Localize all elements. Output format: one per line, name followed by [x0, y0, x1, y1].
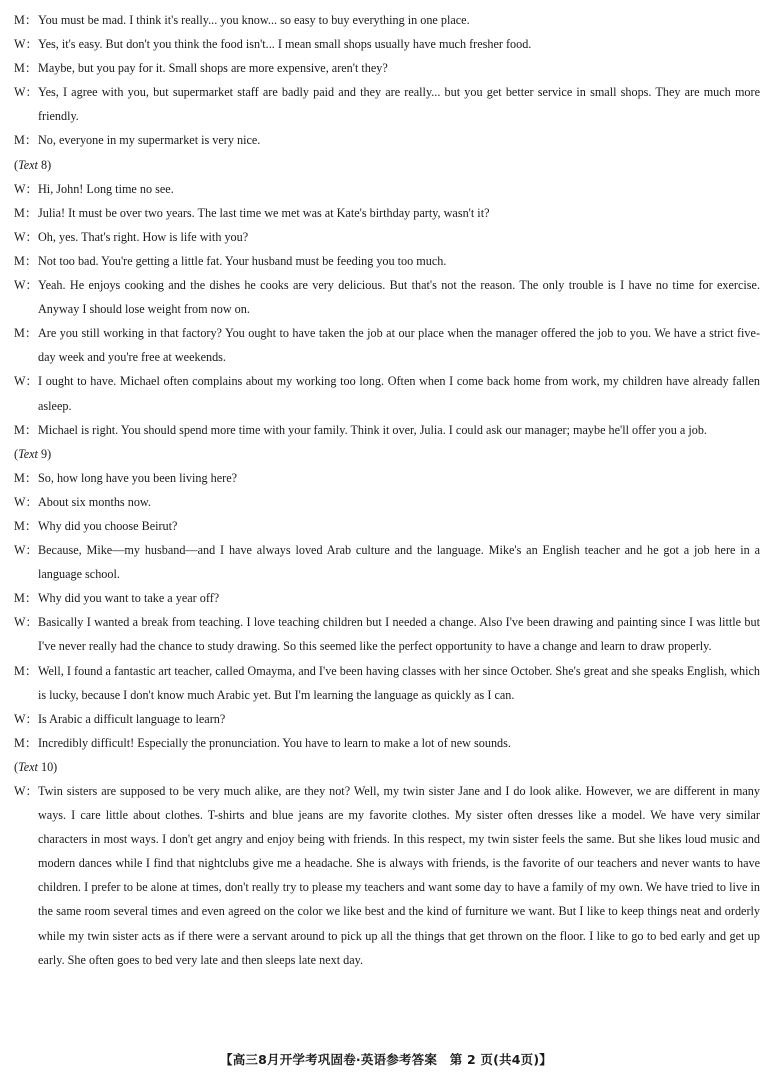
page-footer: 【高三8月开学考巩固卷·英语参考答案 第 2 页(共4页)】	[220, 1052, 552, 1067]
dialogue-line	[14, 586, 760, 610]
dialogue-text: Well, I found a fantastic art teacher, called Omayma, and I've been having classes with her since October. She's great and she speaks English, which is lucky, because I don't know much Arabic yet. But I'm learning the language as quickly as I can.	[38, 663, 760, 702]
text-section-label: (Text 8)	[14, 157, 52, 172]
dialogue-line	[14, 538, 760, 586]
dialogue-line	[14, 80, 760, 128]
dialogue-line	[14, 225, 760, 249]
dialogue-line	[14, 177, 760, 201]
dialogue-text: I ought to have. Michael often complains about my working too long. Often when I come back home from work, my children have already fallen asleep.	[38, 374, 760, 413]
speaker-tag: M：	[14, 663, 38, 678]
dialogue-text: Oh, yes. That's right. How is life with you?	[38, 229, 249, 244]
dialogue-text: Maybe, but you pay for it. Small shops are more expensive, aren't they?	[38, 61, 388, 76]
dialogue-line	[14, 610, 760, 658]
dialogue-line	[14, 659, 760, 707]
dialogue-line	[14, 56, 760, 80]
speaker-tag: W：	[14, 229, 38, 244]
dialogue-line	[14, 321, 760, 369]
dialogue-text: So, how long have you been living here?	[38, 470, 238, 485]
text-section-label: (Text 10)	[14, 759, 58, 774]
dialogue-line	[14, 201, 760, 225]
speaker-tag: M：	[14, 205, 38, 220]
dialogue-text: Because, Mike—my husband—and I have always loved Arab culture and the language. Mike's an English teacher and he got a job here in a language school.	[38, 543, 760, 582]
dialogue-text: Twin sisters are supposed to be very much alike, are they not? Well, my twin sister Jane and I do look alike. However, we are different in many ways. I care little about clothes. T-shirts and blue jeans are my favorite clothes. My sister often dresses like a model. We have very similar characters in most ways. I don't get angry and enjoy being with friends. In this respect, my twin sister feels the same. But she likes loud music and modern dances while I find that nightclubs give me a headache. She is always with friends, is the favorite of our teachers and never wants to have children. I prefer to be alone at times, don't really try to please my teachers and want some day to have a family of my own. We have tried to live in the same room several times and even agreed on the color we like best and the kind of furniture we want. But I like to keep things neat and orderly while my twin sister acts as if there were a servant around to pick up all the things that get thrown on the floor. I like to go to bed early and get up early. She often goes to bed very late and then sleeps late next day.	[38, 784, 760, 967]
text-label-word: Text	[18, 157, 38, 172]
speaker-tag: W：	[14, 85, 38, 100]
text-label-word: Text	[18, 446, 38, 461]
dialogue-text: Are you still working in that factory? You ought to have taken the job at our place when the manager offered the job to you. We have a strict five-day week and you're free at weekends.	[38, 326, 760, 365]
text-label-number: 10)	[37, 759, 58, 774]
speaker-tag: M：	[14, 422, 38, 437]
speaker-tag: M：	[14, 518, 38, 533]
dialogue-text: Not too bad. You're getting a little fat. Your husband must be feeding you too much.	[38, 253, 447, 268]
dialogue-text: Why did you want to take a year off?	[38, 591, 220, 606]
speaker-tag: M：	[14, 253, 38, 268]
dialogue-text: Incredibly difficult! Especially the pronunciation. You have to learn to make a lot of new sounds.	[38, 735, 511, 750]
text-label-word: Text	[18, 759, 38, 774]
speaker-tag: M：	[14, 61, 38, 76]
dialogue-text: Yeah. He enjoys cooking and the dishes he cooks are very delicious. But that's not the reason. The only trouble is I have no time for exercise. Anyway I should lose weight from now on.	[38, 278, 760, 317]
text-label-number: 8)	[37, 157, 52, 172]
dialogue-line	[14, 707, 760, 731]
dialogue-text: No, everyone in my supermarket is very nice.	[38, 133, 261, 148]
dialogue-text: Yes, it's easy. But don't you think the food isn't... I mean small shops usually have much fresher food.	[38, 37, 532, 52]
dialogue-text: You must be mad. I think it's really... you know... so easy to buy everything in one place.	[38, 13, 470, 27]
speaker-tag: W：	[14, 494, 38, 509]
speaker-tag: M：	[14, 470, 38, 485]
speaker-tag: M：	[14, 326, 38, 341]
text-label-number: 9)	[37, 446, 52, 461]
dialogue-line	[14, 249, 760, 273]
dialogue-line	[14, 418, 760, 442]
dialogue-line	[14, 369, 760, 417]
dialogue-text: Is Arabic a difficult language to learn?	[38, 711, 226, 726]
dialogue-text: Julia! It must be over two years. The last time we met was at Kate's birthday party, wasn't it?	[38, 205, 490, 220]
dialogue-text: Yes, I agree with you, but supermarket staff are badly paid and they are really... but you get better service in small shops. They are much more friendly.	[38, 85, 760, 124]
speaker-tag: W：	[14, 711, 38, 726]
speaker-tag: W：	[14, 615, 38, 630]
dialogue-line	[14, 128, 760, 152]
speaker-tag: W：	[14, 278, 38, 293]
dialogue-line	[14, 8, 760, 32]
dialogue-text: Why did you choose Beirut?	[38, 518, 178, 533]
dialogue-line	[14, 32, 760, 56]
dialogue-line	[14, 466, 760, 490]
speaker-tag: W：	[14, 784, 38, 798]
speaker-tag: M：	[14, 735, 38, 750]
speaker-tag: M：	[14, 13, 38, 27]
speaker-tag: W：	[14, 374, 38, 389]
transcript-body	[14, 8, 760, 972]
dialogue-line	[14, 490, 760, 514]
dialogue-text: Michael is right. You should spend more time with your family. Think it over, Julia. I could ask our manager; maybe he'll offer you a job.	[38, 422, 707, 437]
dialogue-text: Basically I wanted a break from teaching. I love teaching children but I needed a change. Also I've been drawing and painting since I was little but I've never really had the chance to study drawing. So this seemed like the perfect opportunity to have a change and learn to draw properly.	[38, 615, 760, 654]
speaker-tag: M：	[14, 591, 38, 606]
speaker-tag: W：	[14, 37, 38, 52]
dialogue-line	[14, 514, 760, 538]
dialogue-line	[14, 273, 760, 321]
speaker-tag: M：	[14, 133, 38, 148]
speaker-tag: W：	[14, 543, 38, 558]
text-section-label: (Text 9)	[14, 446, 52, 461]
dialogue-text: About six months now.	[38, 494, 151, 509]
dialogue-text: Hi, John! Long time no see.	[38, 181, 174, 196]
dialogue-line	[14, 779, 760, 972]
speaker-tag: W：	[14, 181, 38, 196]
dialogue-line	[14, 731, 760, 755]
